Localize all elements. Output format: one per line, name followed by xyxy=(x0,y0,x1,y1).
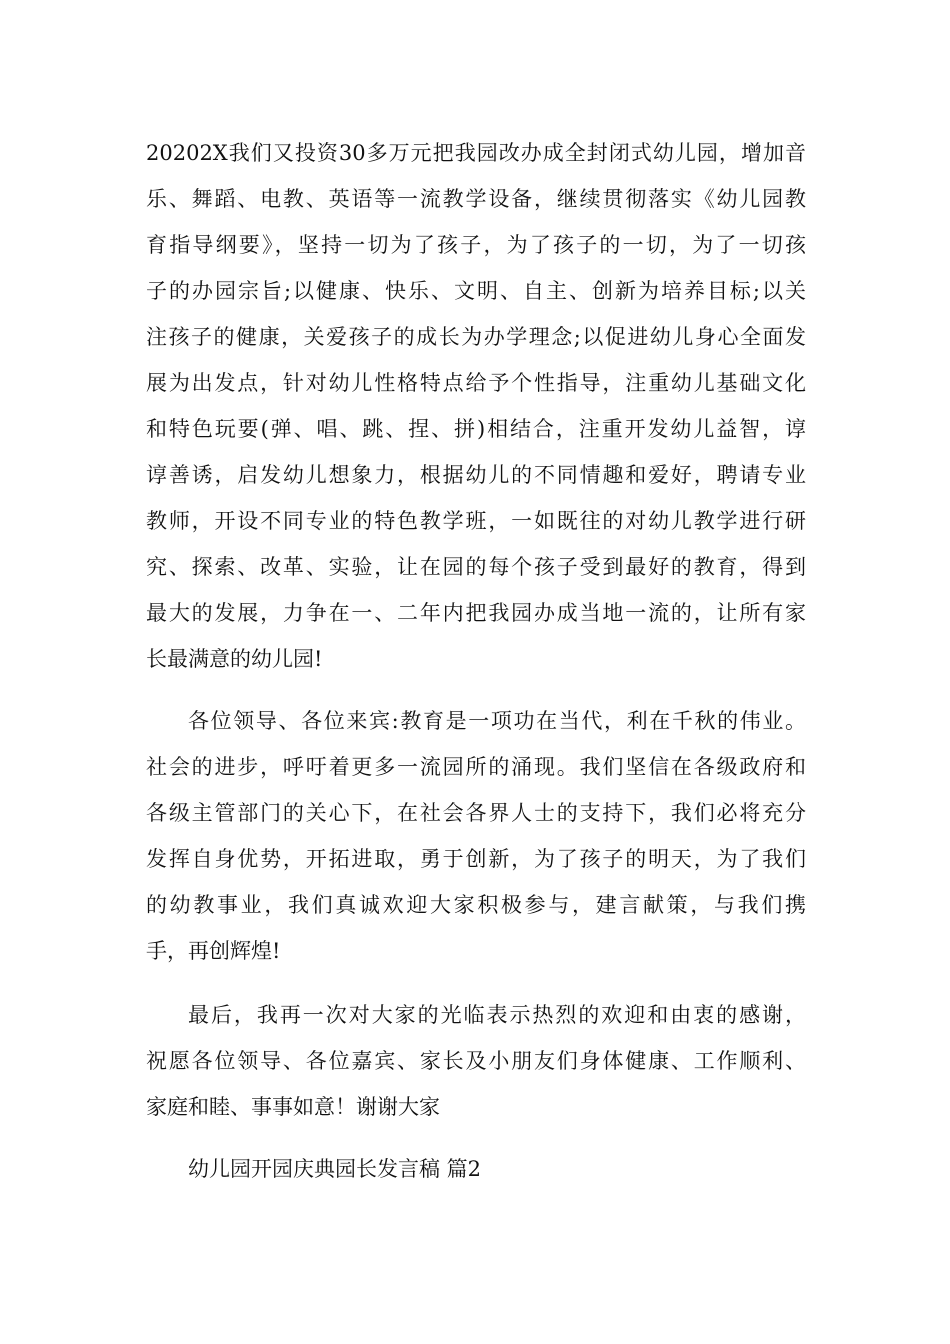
paragraph-1-line-1: 20202X我们又投资30多万元把我园改办成全封闭式幼儿园，增加音 xyxy=(146,141,806,165)
paragraph-1-line-12: 长最满意的幼儿园! xyxy=(146,647,323,671)
paragraph-2-line-6: 手，再创辉煌! xyxy=(146,939,281,963)
paragraph-1-line-2: 乐、舞蹈、电教、英语等一流教学设备，继续贯彻落实《幼儿园教 xyxy=(146,187,806,211)
paragraph-2-line-2: 社会的进步，呼吁着更多一流园所的涌现。我们坚信在各级政府和 xyxy=(146,755,806,779)
paragraph-2-line-3: 各级主管部门的关心下，在社会各界人士的支持下，我们必将充分 xyxy=(146,801,806,825)
paragraph-1-line-6: 展为出发点，针对幼儿性格特点给予个性指导，注重幼儿基础文化 xyxy=(146,371,806,395)
paragraph-1-line-8: 谆善诱，启发幼儿想象力，根据幼儿的不同情趣和爱好，聘请专业 xyxy=(146,463,806,487)
paragraph-3-line-3: 家庭和睦、事事如意！谢谢大家 xyxy=(146,1095,440,1119)
paragraph-3-line-1: 最后，我再一次对大家的光临表示热烈的欢迎和由衷的感谢， xyxy=(188,1003,806,1027)
paragraph-1-line-3: 育指导纲要》，坚持一切为了孩子，为了孩子的一切，为了一切孩 xyxy=(146,233,806,257)
paragraph-1-line-9: 教师，开设不同专业的特色教学班，一如既往的对幼儿教学进行研 xyxy=(146,509,806,533)
paragraph-3-line-2: 祝愿各位领导、各位嘉宾、家长及小朋友们身体健康、工作顺利、 xyxy=(146,1049,806,1073)
paragraph-1-line-4: 子的办园宗旨;以健康、快乐、文明、自主、创新为培养目标;以关 xyxy=(146,279,806,303)
paragraph-2-line-4: 发挥自身优势，开拓进取，勇于创新，为了孩子的明天，为了我们 xyxy=(146,847,806,871)
paragraph-1-line-5: 注孩子的健康，关爱孩子的成长为办学理念;以促进幼儿身心全面发 xyxy=(146,325,806,349)
paragraph-1-line-7: 和特色玩要(弹、唱、跳、捏、拼)相结合，注重开发幼儿益智，谆 xyxy=(146,417,806,441)
section-heading: 幼儿园开园庆典园长发言稿 篇2 xyxy=(188,1157,482,1181)
paragraph-2-line-5: 的幼教事业，我们真诚欢迎大家积极参与，建言献策，与我们携 xyxy=(146,893,806,917)
paragraph-1-line-11: 最大的发展，力争在一、二年内把我园办成当地一流的，让所有家 xyxy=(146,601,806,625)
paragraph-1-line-10: 究、探索、改革、实验，让在园的每个孩子受到最好的教育，得到 xyxy=(146,555,806,579)
paragraph-2-line-1: 各位领导、各位来宾:教育是一项功在当代，利在千秋的伟业。 xyxy=(188,709,806,733)
